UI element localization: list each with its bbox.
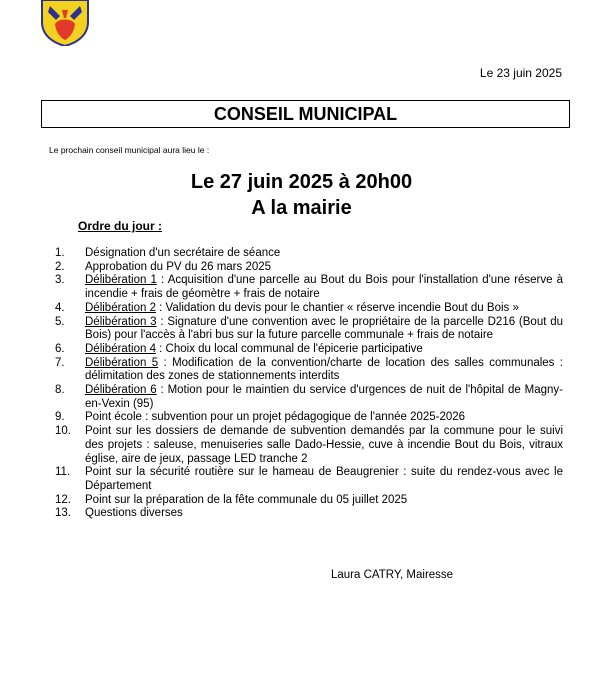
agenda-item-number: 5.	[55, 315, 65, 328]
meeting-date: Le 27 juin 2025 à 20h00	[190, 171, 413, 193]
agenda-item	[55, 357, 563, 384]
agenda-item	[55, 343, 563, 357]
agenda-item-number: 6.	[55, 342, 65, 355]
agenda-item-text: : Modification de la convention/charte de location des salles communales : délimitation des zones de stationnements interdits	[85, 356, 563, 383]
document-date: Le 23 juin 2025	[479, 66, 562, 80]
agenda-item-text: : Motion pour le maintien du service d'urgences de nuit de l'hôpital de Magny-en-Vexin (95)	[85, 384, 563, 410]
agenda-item	[55, 302, 563, 316]
document-title-box	[41, 100, 570, 128]
agenda-item-label: Délibération 3	[85, 315, 157, 328]
agenda-item-number: 8.	[55, 384, 65, 397]
meeting-location: A la mairie	[251, 197, 352, 219]
agenda-heading: Ordre du jour :	[78, 219, 162, 233]
agenda-item-label: Délibération 4	[85, 342, 156, 355]
agenda-item-text: Point sur la sécurité routière sur le hameau de Beaugrenier : suite du rendez-vous avec le Département	[85, 466, 563, 492]
agenda-item-number: 10.	[55, 425, 71, 438]
agenda-item-text: Point école : subvention pour un projet pédagogique de l'année 2025-2026	[85, 411, 466, 424]
agenda-item-text: : Validation du devis pour le chantier « réserve incendie Bout du Bois »	[155, 301, 519, 314]
agenda-item-number: 12.	[55, 493, 71, 506]
agenda-item	[55, 425, 563, 466]
agenda-item-text: : Signature d'une convention avec le propriétaire de la parcelle D216 (Bout du Bois) pour l'accès à l'abri bus sur la future parcelle communale + frais de notaire	[85, 315, 564, 342]
agenda-item	[55, 274, 563, 301]
agenda-item-number: 1.	[55, 247, 65, 259]
agenda-item	[55, 494, 563, 508]
agenda-item	[55, 411, 563, 425]
agenda-item-text: Désignation d'un secrétaire de séance	[85, 247, 281, 259]
agenda-item-text: : Choix du local communal de l'épicerie participative	[155, 342, 423, 355]
agenda-item-number: 13.	[55, 507, 71, 520]
coat-of-arms-icon	[40, 0, 90, 46]
agenda-item-text: Approbation du PV du 26 mars 2025	[85, 260, 272, 273]
intro-text: Le prochain conseil municipal aura lieu le :	[49, 145, 210, 155]
document-title: CONSEIL MUNICIPAL	[213, 103, 398, 124]
agenda-item	[55, 261, 563, 275]
agenda-item-number: 3.	[55, 274, 65, 287]
agenda-item-number: 7.	[55, 356, 65, 369]
agenda-item-label: Délibération 6	[85, 384, 157, 397]
agenda-item-text: : Acquisition d'une parcelle au Bout du Bois pour l'installation d'une réserve à incendie + frais de géomètre + frais de notaire	[85, 274, 563, 301]
agenda-item	[55, 466, 563, 493]
agenda-item-text: Point sur les dossiers de demande de subvention demandés par la commune pour le suivi des projets : saleuse, menuiseries salle Dado-Hessie, cuve à incendie Bout du Bois, vitraux église, aire de jeux, passage LED tranche 2	[85, 425, 563, 465]
agenda-item-number: 4.	[55, 301, 65, 314]
agenda-item	[55, 507, 563, 521]
agenda-item-text: Point sur la préparation de la fête communale du 05 juillet 2025	[85, 493, 408, 506]
agenda-item-label: Délibération 1	[85, 274, 157, 287]
agenda-item	[55, 316, 563, 343]
signature: Laura CATRY, Mairesse	[331, 569, 454, 581]
agenda-item	[55, 384, 563, 411]
agenda-item-label: Délibération 5	[85, 356, 159, 369]
agenda-item-number: 11.	[55, 466, 71, 479]
agenda-item-number: 9.	[55, 411, 65, 424]
agenda-list	[55, 247, 563, 521]
agenda-item-label: Délibération 2	[85, 301, 156, 314]
agenda-item-text: Questions diverses	[85, 507, 183, 520]
agenda-item	[55, 247, 563, 261]
agenda-item-number: 2.	[55, 260, 65, 273]
